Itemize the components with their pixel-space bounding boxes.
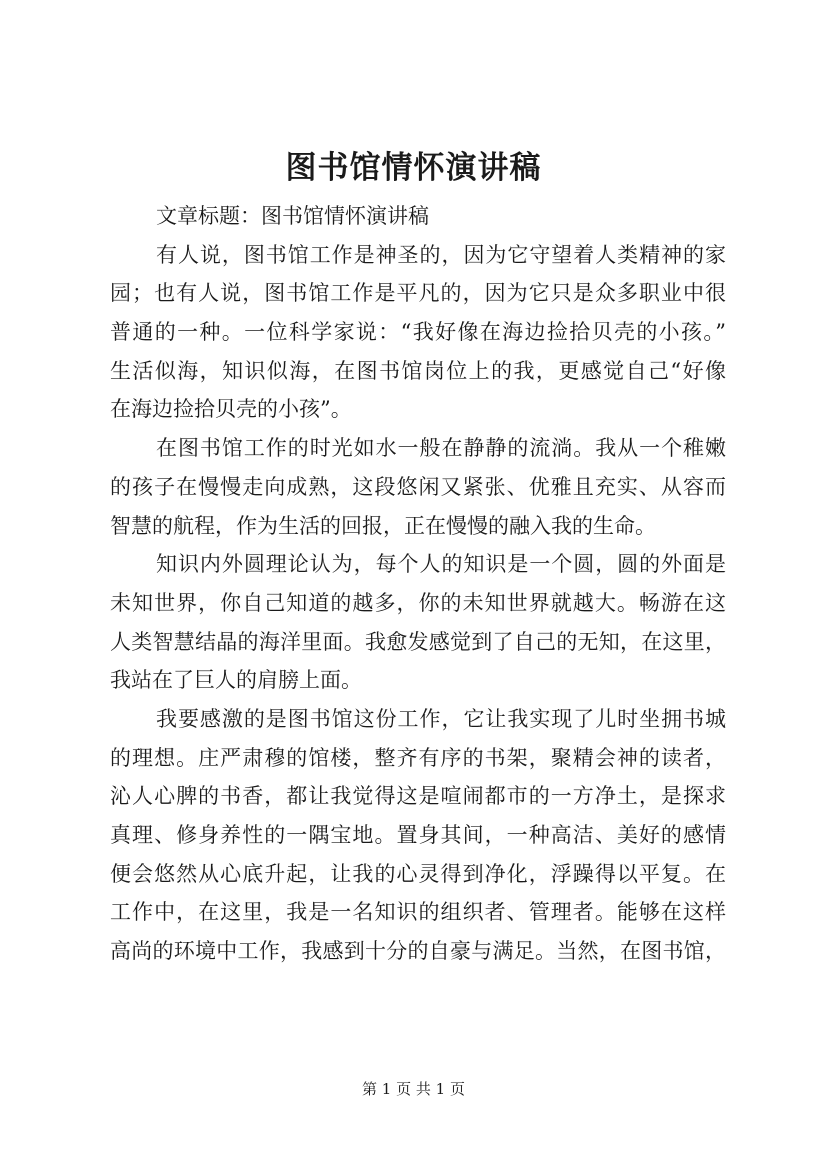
body-line: 智慧的航程，作为生活的回报，正在慢慢的融入我的生命。	[110, 513, 656, 538]
body-line: 生活似海，知识似海，在图书馆岗位上的我，更感觉自己“好像	[110, 358, 726, 383]
body-line: 普通的一种。一位科学家说：“我好像在海边捡拾贝壳的小孩。”	[110, 320, 726, 345]
body-line: 的孩子在慢慢走向成熟，这段悠闲又紧张、优雅且充实、从容而	[110, 474, 726, 499]
body-line: 在图书馆工作的时光如水一般在静静的流淌。我从一个稚嫩	[156, 436, 726, 461]
body-line: 未知世界，你自己知道的越多，你的未知世界就越大。畅游在这	[110, 590, 726, 615]
body-line: 在海边捡拾贝壳的小孩”。	[110, 397, 352, 422]
body-line: 真理、修身养性的一隅宝地。置身其间，一种高洁、美好的感情	[110, 823, 726, 847]
body-line: 便会悠然从心底升起，让我的心灵得到净化，浮躁得以平复。在	[110, 861, 726, 886]
document-title: 图书馆情怀演讲稿	[285, 150, 542, 186]
document-body	[110, 197, 726, 971]
body-line: 有人说，图书馆工作是神圣的，因为它守望着人类精神的家	[156, 242, 726, 267]
body-line: 沁人心脾的书香，都让我觉得这是喧闹都市的一方净土，是探求	[110, 784, 726, 809]
body-line: 我要感激的是图书馆这份工作，它让我实现了儿时坐拥书城	[156, 706, 726, 731]
body-line: 高尚的环境中工作，我感到十分的自豪与满足。当然，在图书馆，	[110, 939, 726, 964]
page-footer: 第 1 页 共 1 页	[362, 1080, 465, 1098]
body-line: 工作中，在这里，我是一名知识的组织者、管理者。能够在这样	[110, 900, 726, 925]
body-line: 园；也有人说，图书馆工作是平凡的，因为它只是众多职业中很	[110, 281, 726, 306]
body-line: 人类智慧结晶的海洋里面。我愈发感觉到了自己的无知，在这里，	[110, 629, 726, 654]
body-line: 我站在了巨人的肩膀上面。	[110, 668, 362, 693]
body-line: 的理想。庄严肃穆的馆楼，整齐有序的书架，聚精会神的读者，	[110, 745, 726, 770]
body-line: 知识内外圆理论认为，每个人的知识是一个圆，圆的外面是	[156, 552, 726, 577]
body-line: 文章标题：图书馆情怀演讲稿	[156, 204, 429, 228]
